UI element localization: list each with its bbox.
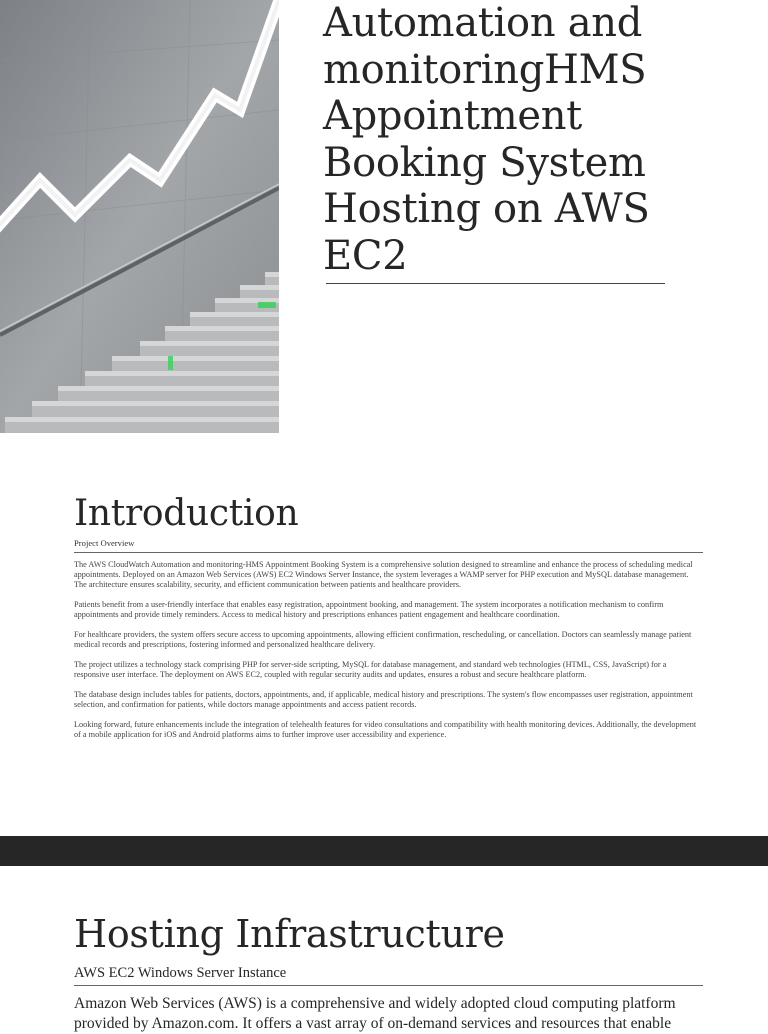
hosting-body xyxy=(74,994,703,1034)
hosting-subheading: AWS EC2 Windows Server Instance xyxy=(74,965,287,981)
hosting-heading: Hosting Infrastructure xyxy=(74,912,505,956)
intro-paragraph: The project utilizes a technology stack comprising PHP for server-side scripting, MySQL for database management, and standard web technologies (HTML, CSS, JavaScript) for a responsive user interface. The deployment on AWS EC2, coupled with regular security audits and updates, ensures a robust and secure healthcare platform. xyxy=(74,658,667,679)
hosting-paragraph: Amazon Web Services (AWS) is a comprehensive and widely adopted cloud computing platform provided by Amazon.com. It offers a vast array of on-demand services and resources that enable xyxy=(74,995,676,1032)
intro-paragraph: For healthcare providers, the system offers secure access to upcoming appointments, allowing efficient confirmation, rescheduling, or cancellation. Doctors can seamlessly manage patient medical records and prescriptions, fostering informed and personalized healthcare delivery. xyxy=(74,628,692,649)
intro-paragraph: Looking forward, future enhancements include the integration of telehealth features for video consultations and compatibility with health monitoring devices. Additionally, the development of a mobile application for iOS and Android platforms aims to further improve user accessibility and experience. xyxy=(74,718,697,739)
intro-divider xyxy=(74,552,703,553)
intro-paragraph: Patients benefit from a user-friendly interface that enables easy registration, appointment booking, and management. The system incorporates a notification mechanism to confirm appointments and provide timely reminders. Access to medical history and prescriptions enhances patient engagement and healthcare coordination. xyxy=(74,598,664,619)
cover-image xyxy=(0,0,279,433)
intro-paragraph: The AWS CloudWatch Automation and monitoring-HMS Appointment Booking System is a comprehensive solution designed to streamline and enhance the process of scheduling medical appointments. Deployed on an Amazon Web Services (AWS) EC2 Windows Server Instance, the system leverages a WAMP server for PHP execution and MySQL database management. The architecture ensures scalability, security, and efficient communication between patients and healthcare providers. xyxy=(74,559,693,589)
page-separator-band xyxy=(0,836,768,866)
document-title: Automation and monitoringHMS Appointment Booking System Hosting on AWS EC2 xyxy=(323,0,650,279)
intro-subheading: Project Overview xyxy=(74,538,135,548)
title-divider xyxy=(326,283,665,284)
intro-heading: Introduction xyxy=(74,493,299,534)
intro-paragraph: The database design includes tables for patients, doctors, appointments, and, if applicable, medical history and prescriptions. The system's flow encompasses user registration, appointment selection, and confirmation for patients, while doctors manage appointments and access patient records. xyxy=(74,688,693,709)
intro-body xyxy=(74,560,703,750)
stairs-arrow-illustration xyxy=(0,0,279,433)
hosting-divider xyxy=(74,985,703,986)
